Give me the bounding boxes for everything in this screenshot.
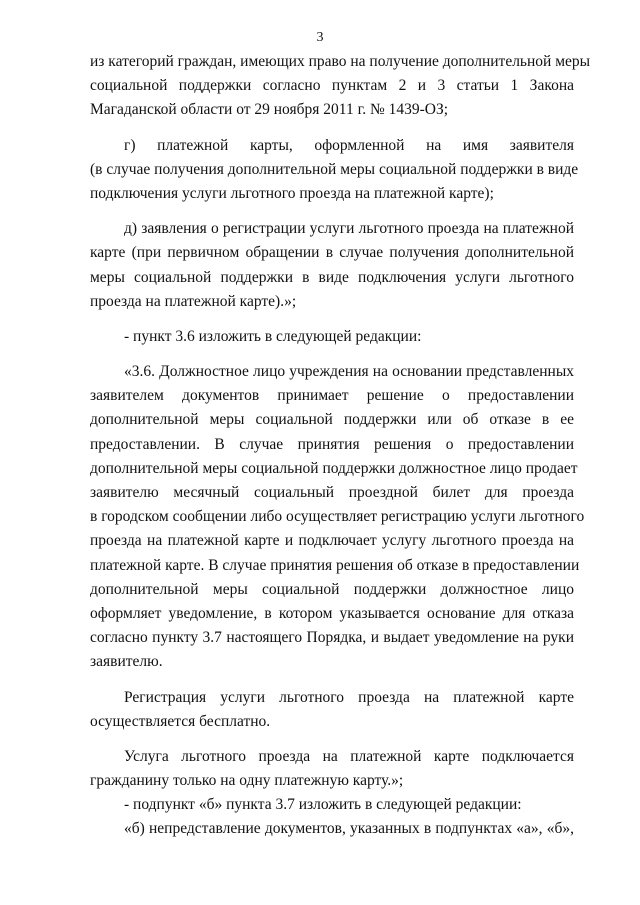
text-line: гражданину только на одну платежную карту.»; — [90, 772, 404, 790]
text-line: дополнительной меры социальной поддержки или об отказе в ее — [90, 411, 574, 429]
paragraph-gap — [90, 734, 574, 745]
text-line: согласно пункту 3.7 настоящего Порядка, и выдает уведомление на руки — [90, 629, 574, 647]
text-line: заявителю месячный социальный проездной билет для проезда — [90, 484, 574, 501]
text-line: социальной поддержки согласно пунктам 2 и 3 статьи 1 Закона — [90, 77, 574, 95]
text-line: - подпункт «б» пункта 3.7 изложить в следующей редакции: — [124, 796, 522, 814]
text-line: дополнительной меры социальной поддержки должностное лицо продает — [90, 459, 578, 477]
paragraph-gap — [90, 675, 574, 686]
text-line: д) заявления о регистрации услуги льготного проезда на платежной — [124, 220, 574, 238]
text-line: предоставлении. В случае принятия решения о предоставлении — [90, 435, 574, 453]
text-line: меры социальной поддержки в виде подключения услуги льготного — [90, 268, 574, 286]
text-line: проезда на платежной карте).»; — [90, 292, 297, 310]
text-line: г) платежной карты, оформленной на имя заявителя — [124, 136, 574, 154]
page-number: 3 — [316, 30, 324, 45]
text-line: - пункт 3.6 изложить в следующей редакции: — [124, 327, 422, 345]
text-line: проезда на платежной карте и подключает услугу льготного проезда на — [90, 532, 574, 550]
text-line: заявителем документов принимает решение о предоставлении — [90, 387, 574, 405]
text-line: Услуга льготного проезда на платежной карте подключается — [124, 747, 574, 765]
text-line: платежной карте. В случае принятия решения об отказе в предоставлении — [90, 556, 580, 574]
paragraph-gap — [90, 206, 574, 217]
text-line: карте (при первичном обращении в случае получения дополнительной — [90, 244, 574, 262]
text-line: в городском сообщении либо осуществляет регистрацию услуги льготного — [90, 508, 585, 526]
text-line: из категорий граждан, имеющих право на получение дополнительной меры — [90, 53, 591, 70]
text-line: осуществляется бесплатно. — [90, 712, 271, 730]
paragraph-gap — [90, 123, 574, 134]
text-line: Регистрация услуги льготного проезда на платежной карте — [124, 688, 574, 706]
text-line: заявителю. — [90, 653, 163, 671]
document-body — [90, 50, 591, 842]
text-line: «б) непредставление документов, указанных в подпунктах «а», «б», — [124, 820, 574, 838]
text-line: Магаданской области от 29 ноября 2011 г. № 1439-ОЗ; — [90, 101, 449, 119]
paragraph-gap — [90, 349, 574, 360]
text-line: дополнительной меры социальной поддержки должностное лицо — [90, 580, 574, 598]
text-line: подключения услуги льготного проезда на платежной карте); — [90, 184, 494, 202]
paragraph-gap — [90, 314, 574, 325]
text-line: (в случае получения дополнительной меры социальной поддержки в виде — [90, 160, 579, 178]
text-line: оформляет уведомление, в котором указывается основание для отказа — [90, 604, 574, 622]
text-line: «3.6. Должностное лицо учреждения на основании представленных — [124, 363, 574, 381]
